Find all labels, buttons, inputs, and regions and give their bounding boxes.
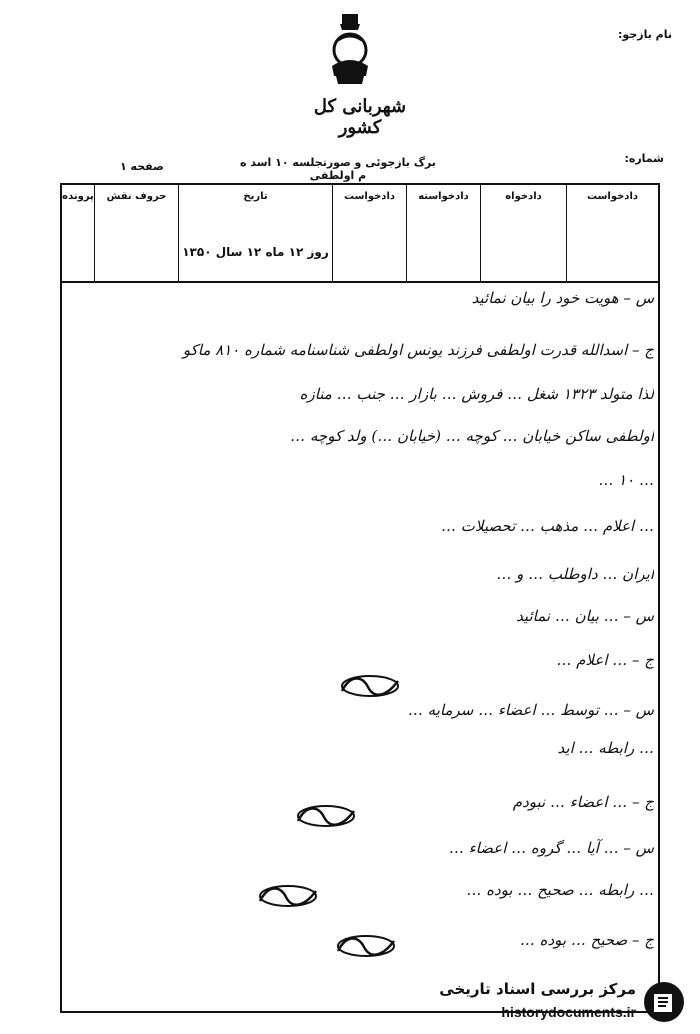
number-label: شماره: <box>624 152 664 165</box>
testimony-line: … رابطه … صحیح … بوده … <box>466 881 654 899</box>
testimony-line: ج – اسدالله قدرت اولطفی فرزند یونس اولطفی شناسنامه شماره ۸۱۰ ماکو <box>182 341 654 359</box>
table-cell <box>332 185 406 281</box>
testimony-line: س – … آیا … گروه … اعضاء … <box>448 839 654 857</box>
column-caption: تاریخ <box>243 191 268 202</box>
interrogation-form <box>60 183 660 1013</box>
column-caption: دادخواست <box>343 191 395 202</box>
table-cell-date <box>178 185 332 281</box>
testimony-line: … رابطه … اید <box>557 739 654 757</box>
date-value: روز ۱۲ ماه ۱۲ سال ۱۳۵۰ <box>182 245 329 259</box>
testimony-line: ج – صحیح … بوده … <box>519 931 654 949</box>
watermark-title: مرکز بررسی اسناد تاریخی <box>439 980 636 998</box>
testimony-line: ایران … داوطلب … و … <box>496 565 654 583</box>
table-cell <box>566 185 658 281</box>
column-caption: حروف نقش <box>106 191 167 202</box>
testimony-line: س – هویت خود را بیان نمائید <box>471 289 654 307</box>
testimony-line: … ۱۰ … <box>598 471 654 489</box>
testimony-line: … اعلام … مذهب … تحصیلات … <box>441 517 654 535</box>
testimony-line: لذا متولد ۱۳۲۳ شغل … فروش … بازار … جنب … منازه <box>299 385 654 403</box>
interrogator-name-label: نام بازجو: <box>618 28 672 41</box>
archive-watermark <box>392 974 692 1030</box>
testimony-line: ج – … اعضاء … نبودم <box>512 793 654 811</box>
column-caption: دادخواه <box>505 191 542 202</box>
watermark-url: historydocuments.ir <box>501 1004 636 1020</box>
table-cell <box>406 185 480 281</box>
column-caption: دادخواست <box>586 191 638 202</box>
table-cell <box>94 185 178 281</box>
page-number: صفحه ۱ <box>120 160 164 173</box>
organization-name: شهربانی کل کشور <box>313 96 407 138</box>
archive-logo-icon <box>642 980 686 1024</box>
testimony-line: اولطفی ساکن خیابان … کوچه … (خیابان …) ولد کوچه … <box>290 427 654 445</box>
form-subject: برگ بازجوئی و صورتجلسه ۱۰ اسد ه م اولطفی <box>240 156 436 182</box>
column-caption: پرونده <box>62 191 94 202</box>
signature-icon <box>338 673 402 699</box>
testimony-line: س – … بیان … نمائید <box>516 607 654 625</box>
signature-icon <box>334 933 398 959</box>
lion-and-sun-emblem-icon <box>322 10 378 90</box>
signature-icon <box>294 803 358 829</box>
form-header-row <box>62 185 658 283</box>
column-caption: دادخواسته <box>418 191 469 202</box>
testimony-line: ج – … اعلام … <box>556 651 654 669</box>
table-cell <box>62 185 94 281</box>
signature-icon <box>256 883 320 909</box>
testimony-line: س – … توسط … اعضاء … سرمایه … <box>407 701 654 719</box>
table-cell <box>480 185 566 281</box>
